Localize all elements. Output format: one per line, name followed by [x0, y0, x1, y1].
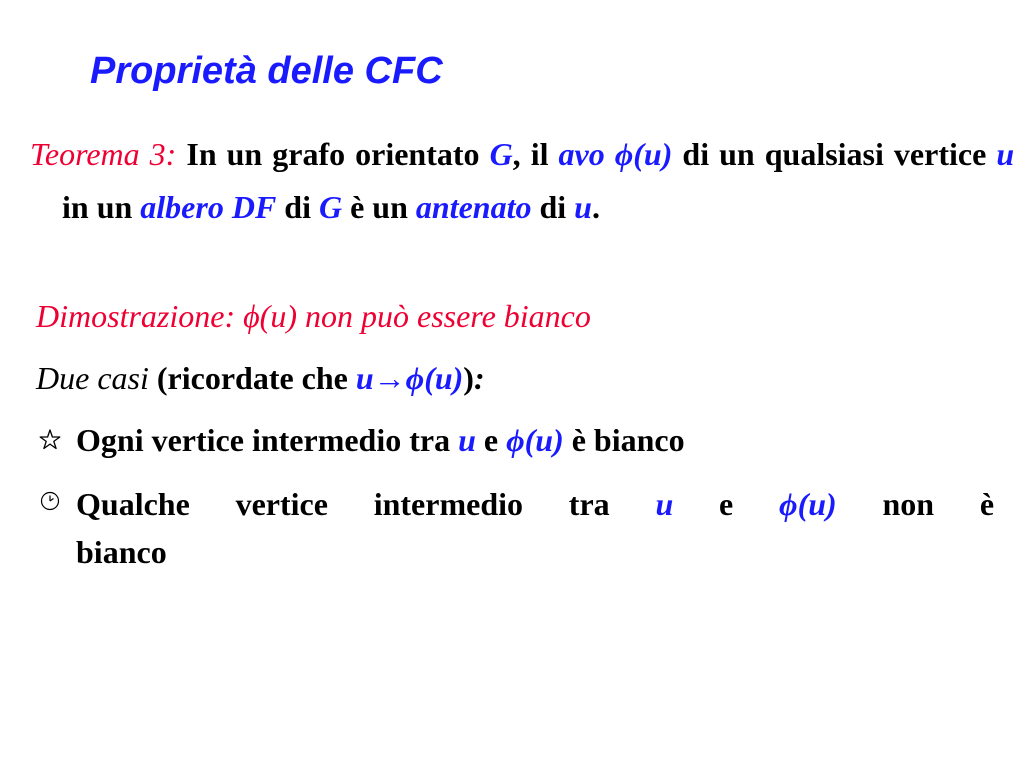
- star-icon: [36, 426, 64, 454]
- proof-claim: non può essere bianco: [304, 298, 591, 334]
- math-u: u: [355, 360, 374, 396]
- bullet-text: è bianco: [571, 422, 685, 458]
- math-u: u: [574, 189, 592, 225]
- term-albero-df: albero DF: [140, 189, 277, 225]
- cases-label: Due casi: [36, 360, 149, 396]
- bullet-text: Ogni vertice intermedio tra: [76, 422, 451, 458]
- theorem-text: .: [591, 189, 600, 225]
- math-u: u: [655, 486, 674, 522]
- theorem-text: di: [539, 189, 567, 225]
- theorem-paragraph: [30, 128, 1014, 234]
- slide-title: Proprietà delle CFC: [90, 50, 443, 92]
- theorem-text: di: [284, 189, 311, 225]
- theorem-text: di un qualsiasi vertice: [682, 136, 987, 172]
- bullet-text: e: [719, 486, 734, 522]
- math-phi-u: ϕ(u): [405, 360, 464, 396]
- math-G: G: [318, 189, 343, 225]
- math-u: u: [996, 136, 1015, 172]
- list-item: [36, 480, 994, 576]
- theorem-text: in un: [62, 189, 133, 225]
- theorem-label: Teorema 3:: [30, 136, 177, 172]
- math-G: G: [489, 136, 513, 172]
- theorem-text: In un grafo orientato: [186, 136, 480, 172]
- math-phi-u: ϕ(u): [243, 298, 297, 334]
- clock-icon: [36, 486, 64, 514]
- cases-note: ): [463, 360, 474, 396]
- proof-heading: [36, 296, 996, 336]
- math-phi-u: ϕ(u): [779, 486, 837, 522]
- arrow-symbol: →: [373, 360, 406, 396]
- bullet-text: non è: [882, 486, 995, 522]
- term-avo: avo: [558, 136, 605, 172]
- list-item: [36, 420, 994, 460]
- bullet-text: bianco: [76, 534, 167, 570]
- cases-note: (ricordate che: [156, 360, 348, 396]
- cases-colon: :: [473, 360, 485, 396]
- math-u: u: [458, 422, 476, 458]
- bullet-text: e: [483, 422, 499, 458]
- bullet-text: Qualche vertice intermedio tra: [76, 486, 610, 522]
- math-phi-u: ϕ(u): [506, 422, 564, 458]
- cases-intro: [36, 358, 996, 398]
- theorem-text: , il: [512, 136, 549, 172]
- term-antenato: antenato: [415, 189, 532, 225]
- math-phi-u: ϕ(u): [614, 136, 673, 172]
- theorem-text: è un: [350, 189, 408, 225]
- proof-label: Dimostrazione:: [36, 298, 236, 334]
